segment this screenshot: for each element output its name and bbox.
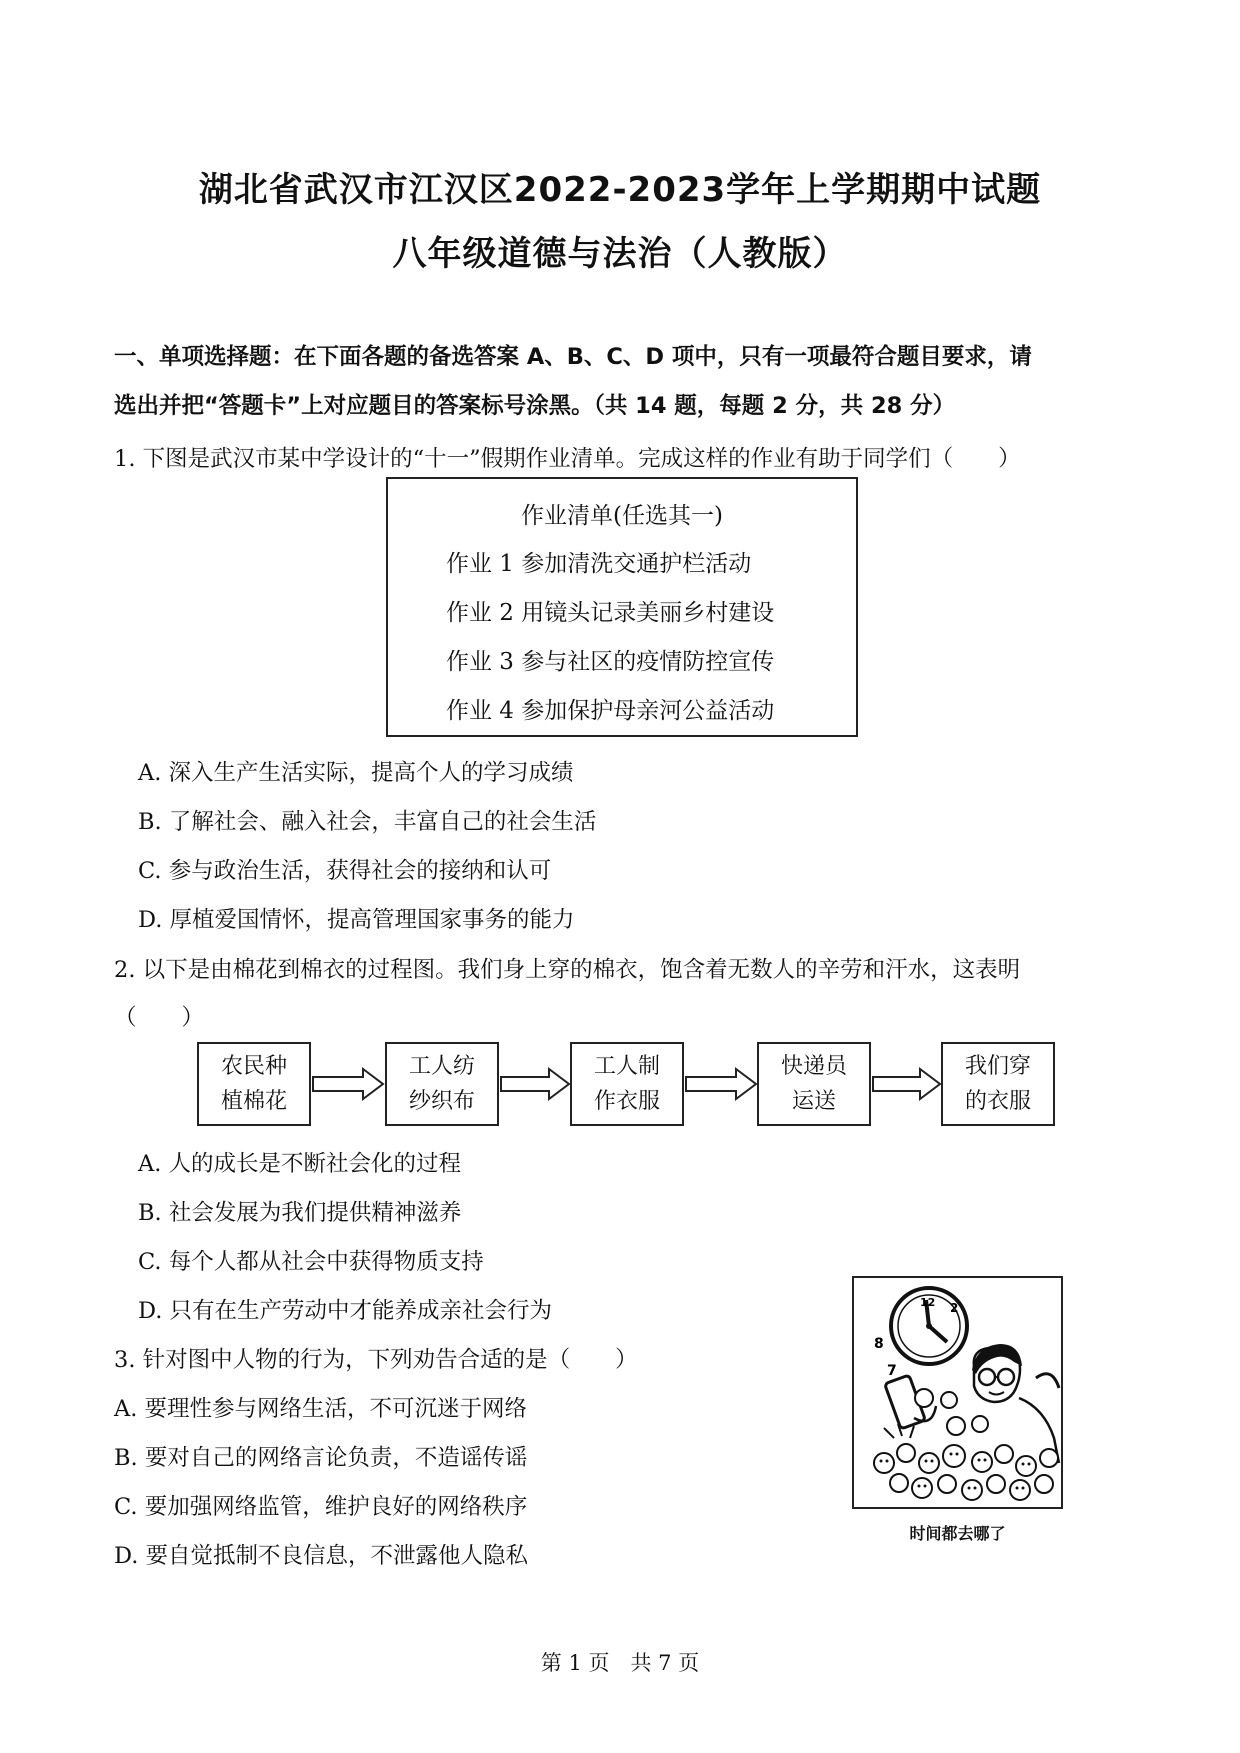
right-arrow-icon: [871, 1067, 942, 1101]
flow-step-spinning: [385, 1042, 499, 1126]
question-1-option-b: B. 了解社会、融入社会，丰富自己的社会生活: [138, 809, 597, 835]
question-2-option-a: A. 人的成长是不断社会化的过程: [138, 1151, 462, 1177]
flow-step-line: 运送: [791, 1089, 836, 1114]
question-2-option-c: C. 每个人都从社会中获得物质支持: [138, 1249, 484, 1275]
person-figure: [972, 1344, 1059, 1463]
question-3-stem: 3. 针对图中人物的行为，下列劝告合适的是（ ）: [114, 1347, 638, 1373]
flow-step-farmers: [197, 1042, 311, 1126]
homework-list-title: 作业清单(任选其一): [521, 503, 723, 529]
flow-step-line: 快递员: [780, 1054, 847, 1079]
question-1-option-c: C. 参与政治生活，获得社会的接纳和认可: [138, 858, 552, 884]
clock-number: 12: [920, 1296, 936, 1309]
flow-step-delivery: [757, 1042, 871, 1126]
homework-item: 作业 3 参与社区的疫情防控宣传: [446, 649, 775, 675]
right-arrow-icon: [499, 1067, 571, 1101]
flow-step-line: 纱织布: [408, 1089, 475, 1114]
flow-step-line: 工人纺: [408, 1054, 475, 1079]
exam-title: 湖北省武汉市江汉区2022-2023学年上学期期中试题: [198, 170, 1042, 210]
flow-step-line: 植棉花: [220, 1089, 287, 1114]
flow-step-tailoring: [570, 1042, 684, 1126]
page-number: 第 1 页 共 7 页: [540, 1651, 700, 1675]
flow-step-our-clothes: [941, 1042, 1055, 1126]
homework-item: 作业 2 用镜头记录美丽乡村建设: [446, 600, 775, 626]
section-instruction-line1: 一、单项选择题：在下面各题的备选答案 A、B、C、D 项中，只有一项最符合题目要求，请: [114, 344, 1032, 370]
flow-step-line: 的衣服: [964, 1089, 1031, 1114]
question-2-option-d: D. 只有在生产劳动中才能养成亲社会行为: [138, 1298, 553, 1324]
flow-step-line: 农民种: [220, 1054, 287, 1079]
cartoon-illustration: [852, 1276, 1063, 1509]
exam-subtitle: 八年级道德与法治（人教版）: [392, 234, 848, 274]
flow-step-line: 我们穿: [964, 1054, 1031, 1079]
clock-number: 2: [950, 1301, 959, 1315]
question-1-option-a: A. 深入生产生活实际，提高个人的学习成绩: [138, 760, 574, 786]
flow-step-line: 工人制: [593, 1054, 660, 1079]
homework-item: 作业 4 参加保护母亲河公益活动: [446, 698, 775, 724]
question-1-stem: 1. 下图是武汉市某中学设计的“十一”假期作业清单。完成这样的作业有助于同学们（ ）: [114, 446, 1021, 472]
flow-step-line: 作衣服: [593, 1089, 660, 1114]
question-3-option-d: D. 要自觉抵制不良信息，不泄露他人隐私: [114, 1543, 529, 1569]
clock-number: 8: [874, 1336, 884, 1352]
clock-number: 7: [887, 1363, 897, 1379]
homework-item: 作业 1 参加清洗交通护栏活动: [446, 551, 752, 577]
question-2-stem-line1: 2. 以下是由棉花到棉衣的过程图。我们身上穿的棉衣，饱含着无数人的辛劳和汗水，这表明: [114, 957, 1021, 983]
question-3-option-a: A. 要理性参与网络生活，不可沉迷于网络: [114, 1396, 528, 1422]
right-arrow-icon: [311, 1067, 385, 1101]
question-3-option-c: C. 要加强网络监管，维护良好的网络秩序: [114, 1494, 528, 1520]
right-arrow-icon: [684, 1067, 758, 1101]
cartoon-drawing: [854, 1278, 1063, 1509]
question-2-option-b: B. 社会发展为我们提供精神滋养: [138, 1200, 462, 1226]
cartoon-caption: 时间都去哪了: [909, 1524, 1006, 1543]
question-2-stem-line2: （ ）: [114, 1005, 205, 1031]
question-1-option-d: D. 厚植爱国情怀，提高管理国家事务的能力: [138, 907, 575, 933]
question-3-option-b: B. 要对自己的网络言论负责，不造谣传谣: [114, 1445, 528, 1471]
section-instruction-line2: 选出并把“答题卡”上对应题目的答案标号涂黑。（共 14 题，每题 2 分，共 28 分）: [114, 393, 956, 419]
homework-list-box: [386, 477, 858, 737]
